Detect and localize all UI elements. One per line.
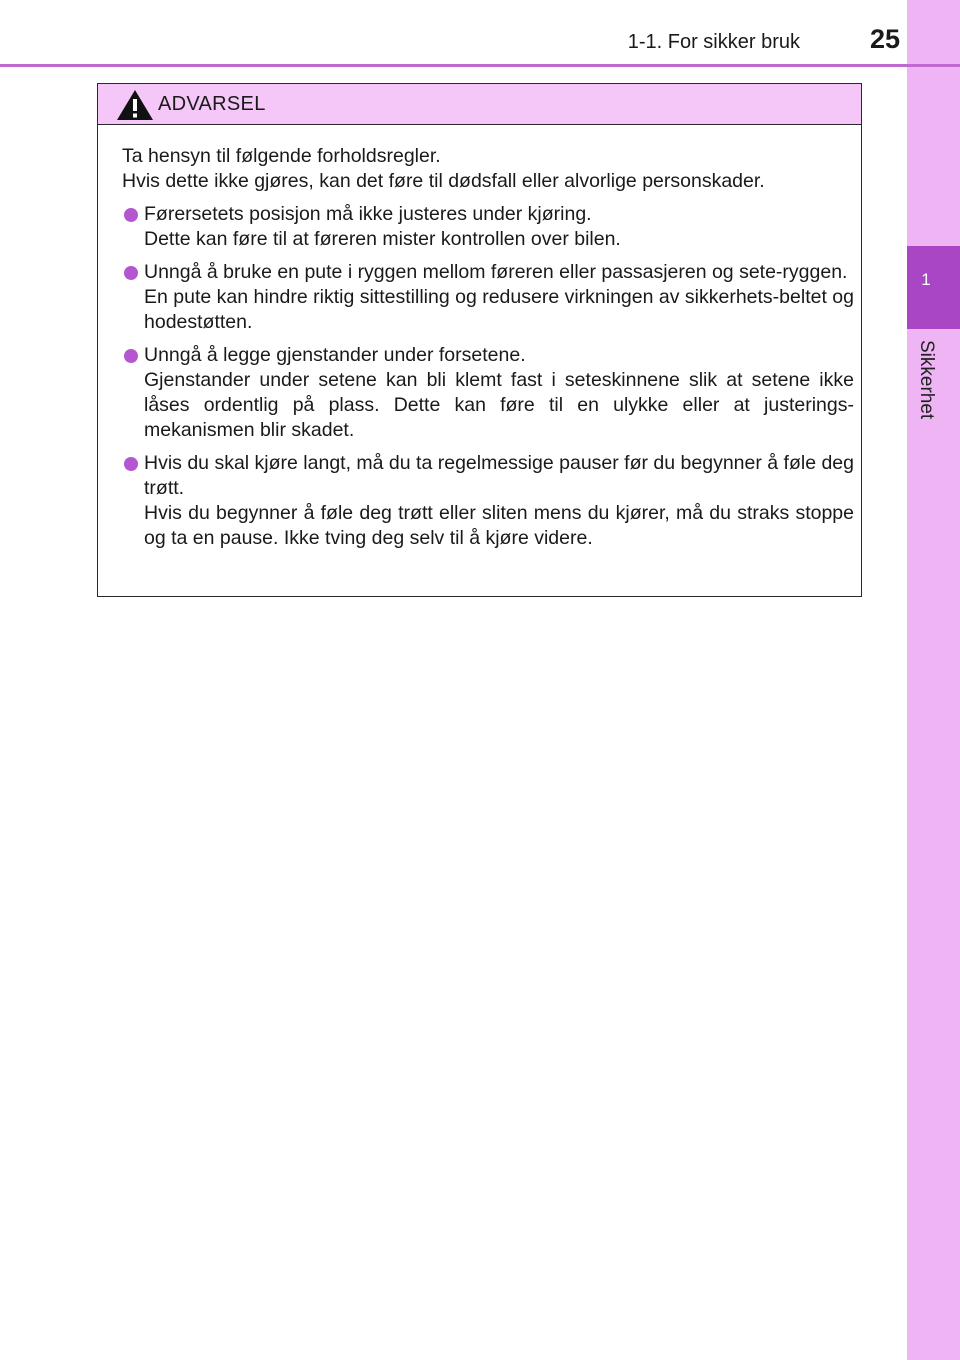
header-divider: [0, 64, 960, 67]
warning-header: [98, 84, 861, 125]
list-item: [122, 343, 854, 443]
item-detail: Dette kan føre til at føreren mister kontrollen over bilen.: [144, 228, 621, 250]
bullet-icon: [124, 266, 138, 280]
warning-title: ADVARSEL: [158, 93, 266, 115]
item-detail: Hvis du begynner å føle deg trøtt eller sliten mens du kjører, må du straks stoppe og ta en pause. Ikke tving deg selv til å kjøre videre.: [144, 502, 854, 549]
page-number: 25: [869, 24, 900, 54]
list-item: [122, 451, 854, 551]
item-heading: Førersetets posisjon må ikke justeres under kjøring.: [144, 203, 592, 225]
intro-line: Ta hensyn til følgende forholdsregler.: [122, 145, 441, 167]
item-detail: En pute kan hindre riktig sittestilling og redusere virkningen av sikkerhets-beltet og hodestøtten.: [144, 286, 854, 333]
bullet-icon: [124, 349, 138, 363]
item-heading: Unngå å legge gjenstander under forsetene.: [144, 344, 526, 366]
item-heading: Hvis du skal kjøre langt, må du ta regelmessige pauser før du begynner å føle deg trøtt.: [144, 452, 854, 499]
list-item: [122, 260, 854, 335]
bullet-icon: [124, 208, 138, 222]
section-title: 1-1. For sikker bruk: [627, 31, 800, 53]
warning-intro: [122, 144, 854, 194]
warning-body: [122, 144, 854, 559]
chapter-title: Sikkerhet: [916, 340, 937, 420]
warning-box: [97, 83, 862, 597]
intro-line: Hvis dette ikke gjøres, kan det føre til dødsfall eller alvorlige personskader.: [122, 170, 765, 192]
list-item: [122, 202, 854, 252]
item-detail: Gjenstander under setene kan bli klemt fast i seteskinnene slik at setene ikke låses ordentlig på plass. Dette kan føre til en ulykke eller at justerings-mekanismen blir skadet.: [144, 369, 854, 441]
bullet-icon: [124, 457, 138, 471]
chapter-number: 1: [921, 270, 931, 289]
item-heading: Unngå å bruke en pute i ryggen mellom føreren eller passasjeren og sete-ryggen.: [144, 261, 848, 283]
warning-triangle-icon: [116, 89, 154, 121]
side-tab: [907, 0, 960, 1360]
